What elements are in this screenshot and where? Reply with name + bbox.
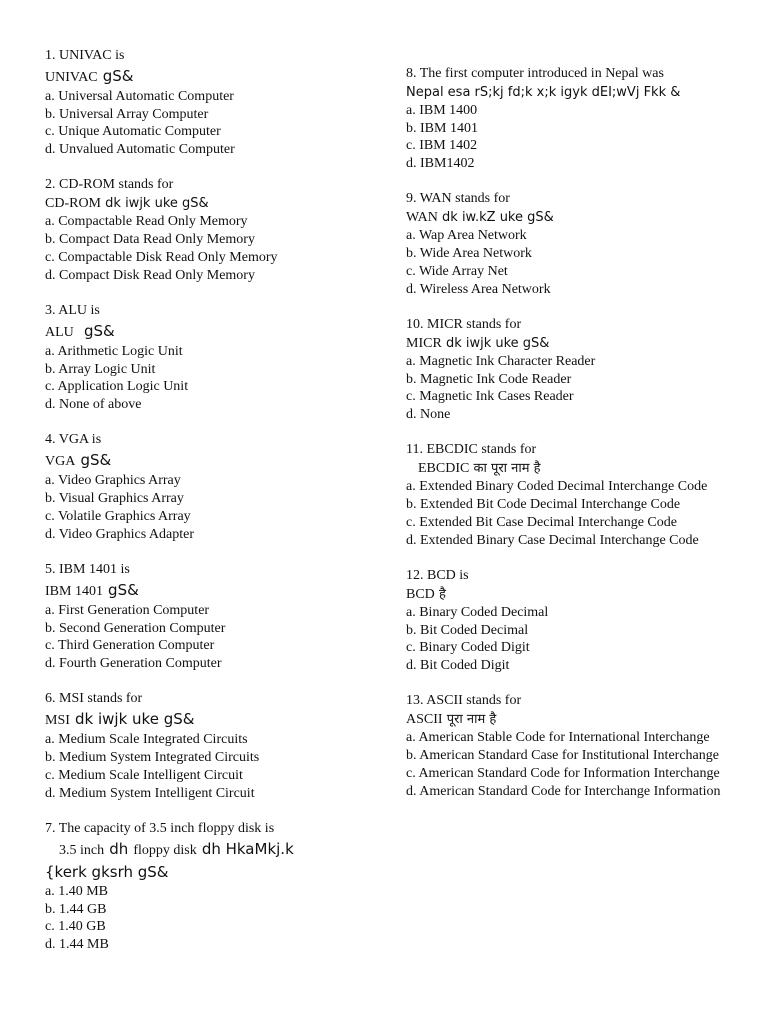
option-d: d. American Standard Code for Interchange Information <box>406 783 721 799</box>
option-b: b. Magnetic Ink Code Reader <box>406 371 572 387</box>
option-d: d. Medium System Intelligent Circuit <box>45 785 255 801</box>
option-d: d. None <box>406 407 451 423</box>
option-b: b. Array Logic Unit <box>45 361 156 377</box>
option-b: b. Bit Coded Decimal <box>406 622 529 638</box>
option-a: a. Universal Automatic Computer <box>45 88 234 104</box>
question-subtitle: EBCDIC का पूरा नाम है <box>418 461 541 477</box>
question-text: 11. EBCDIC stands for <box>406 442 537 458</box>
option-b: b. Second Generation Computer <box>45 620 226 636</box>
option-c: c. IBM 1402 <box>406 138 478 154</box>
option-b: b. Extended Bit Code Decimal Interchange Code <box>406 497 681 513</box>
option-c: c. Compactable Disk Read Only Memory <box>45 249 278 265</box>
question-text: 8. The first computer introduced in Nepal was <box>406 66 664 81</box>
option-c: c. Third Generation Computer <box>45 638 215 654</box>
option-d: d. Wireless Area Network <box>406 281 551 297</box>
option-a: a. First Generation Computer <box>45 602 210 618</box>
option-c: c. Magnetic Ink Cases Reader <box>406 389 574 405</box>
question-text: 13. ASCII stands for <box>406 693 522 709</box>
option-a: a. Arithmetic Logic Unit <box>45 343 183 359</box>
question-subtitle: MSI dk iwjk uke gS& <box>45 710 195 729</box>
question-12 <box>406 567 758 675</box>
option-a: a. Compactable Read Only Memory <box>45 214 248 230</box>
option-c: c. American Standard Code for Information Interchange <box>406 765 720 781</box>
option-d: d. 1.44 MB <box>45 937 109 953</box>
question-subtitle: Nepal esa rS;kj fd;k x;k igyk dEI;wVj Fkk & <box>406 84 681 100</box>
question-text: 10. MICR stands for <box>406 316 522 332</box>
option-a: a. Extended Binary Coded Decimal Interchange Code <box>406 479 708 495</box>
option-a: a. Wap Area Network <box>406 228 527 244</box>
question-subtitle: VGA gS& <box>45 451 112 470</box>
option-c: c. Volatile Graphics Array <box>45 508 191 524</box>
option-c: c. Application Logic Unit <box>45 379 189 395</box>
option-d: d. Bit Coded Digit <box>406 658 510 674</box>
option-c: c. Wide Array Net <box>406 263 508 279</box>
question-subtitle-cont: {kerk gksrh gS& <box>45 862 169 881</box>
option-a: a. IBM 1400 <box>406 102 478 118</box>
option-c: c. Extended Bit Case Decimal Interchange Code <box>406 514 677 530</box>
option-b: b. Wide Area Network <box>406 246 532 262</box>
option-a: a. 1.40 MB <box>45 883 108 899</box>
question-subtitle: WAN dk iw.kZ uke gS& <box>406 210 554 226</box>
option-a: a. Binary Coded Decimal <box>406 604 549 620</box>
option-b: b. Compact Data Read Only Memory <box>45 232 255 248</box>
question-text: 5. IBM 1401 is <box>45 561 130 577</box>
option-d: d. IBM1402 <box>406 156 475 172</box>
question-subtitle: ALU gS& <box>45 321 115 340</box>
option-a: a. Medium Scale Integrated Circuits <box>45 732 248 748</box>
option-c: c. Unique Automatic Computer <box>45 124 221 140</box>
option-d: d. Compact Disk Read Only Memory <box>45 267 255 283</box>
option-a: a. Magnetic Ink Character Reader <box>406 353 596 369</box>
question-11 <box>406 441 758 549</box>
question-10 <box>406 316 758 424</box>
option-b: b. Visual Graphics Array <box>45 491 184 507</box>
option-d: d. None of above <box>45 397 142 413</box>
question-text: 1. UNIVAC is <box>45 48 125 63</box>
option-d: d. Extended Binary Case Decimal Interchange Code <box>406 532 699 548</box>
question-subtitle: ASCII पूरा नाम है <box>406 712 497 728</box>
question-4 <box>45 431 395 543</box>
question-3 <box>45 302 395 414</box>
question-9 <box>406 190 758 298</box>
question-subtitle: 3.5 inch dh floppy disk dh HkaMkj.k <box>59 839 294 858</box>
right-column <box>406 65 758 818</box>
option-c: c. 1.40 GB <box>45 919 106 935</box>
question-2 <box>45 176 395 284</box>
option-b: b. American Standard Case for Institutional Interchange <box>406 748 719 764</box>
question-text: 6. MSI stands for <box>45 691 143 707</box>
question-subtitle: MICR dk iwjk uke gS& <box>406 335 550 351</box>
question-text: 7. The capacity of 3.5 inch floppy disk is <box>45 820 275 836</box>
question-1 <box>45 47 395 159</box>
question-subtitle: CD-ROM dk iwjk uke gS& <box>45 196 209 212</box>
option-a: a. Video Graphics Array <box>45 473 181 489</box>
question-7 <box>45 820 395 954</box>
left-column <box>45 47 395 971</box>
option-c: c. Binary Coded Digit <box>406 640 530 656</box>
option-d: d. Video Graphics Adapter <box>45 526 194 542</box>
option-d: d. Unvalued Automatic Computer <box>45 142 235 158</box>
question-text: 3. ALU is <box>45 302 100 318</box>
option-b: b. IBM 1401 <box>406 120 478 136</box>
question-text: 4. VGA is <box>45 432 102 448</box>
option-b: b. 1.44 GB <box>45 901 107 917</box>
option-b: b. Universal Array Computer <box>45 106 209 122</box>
question-13 <box>406 692 758 800</box>
question-subtitle: BCD है <box>406 586 446 602</box>
option-b: b. Medium System Integrated Circuits <box>45 750 260 766</box>
option-d: d. Fourth Generation Computer <box>45 656 222 672</box>
question-5 <box>45 561 395 673</box>
question-text: 12. BCD is <box>406 567 469 583</box>
question-6 <box>45 690 395 802</box>
question-subtitle: IBM 1401 gS& <box>45 580 139 599</box>
question-8 <box>406 65 758 173</box>
option-a: a. American Stable Code for International Interchange <box>406 730 710 746</box>
option-c: c. Medium Scale Intelligent Circuit <box>45 767 243 783</box>
question-text: 2. CD-ROM stands for <box>45 177 174 193</box>
question-text: 9. WAN stands for <box>406 191 510 207</box>
question-subtitle: UNIVAC gS& <box>45 66 134 85</box>
